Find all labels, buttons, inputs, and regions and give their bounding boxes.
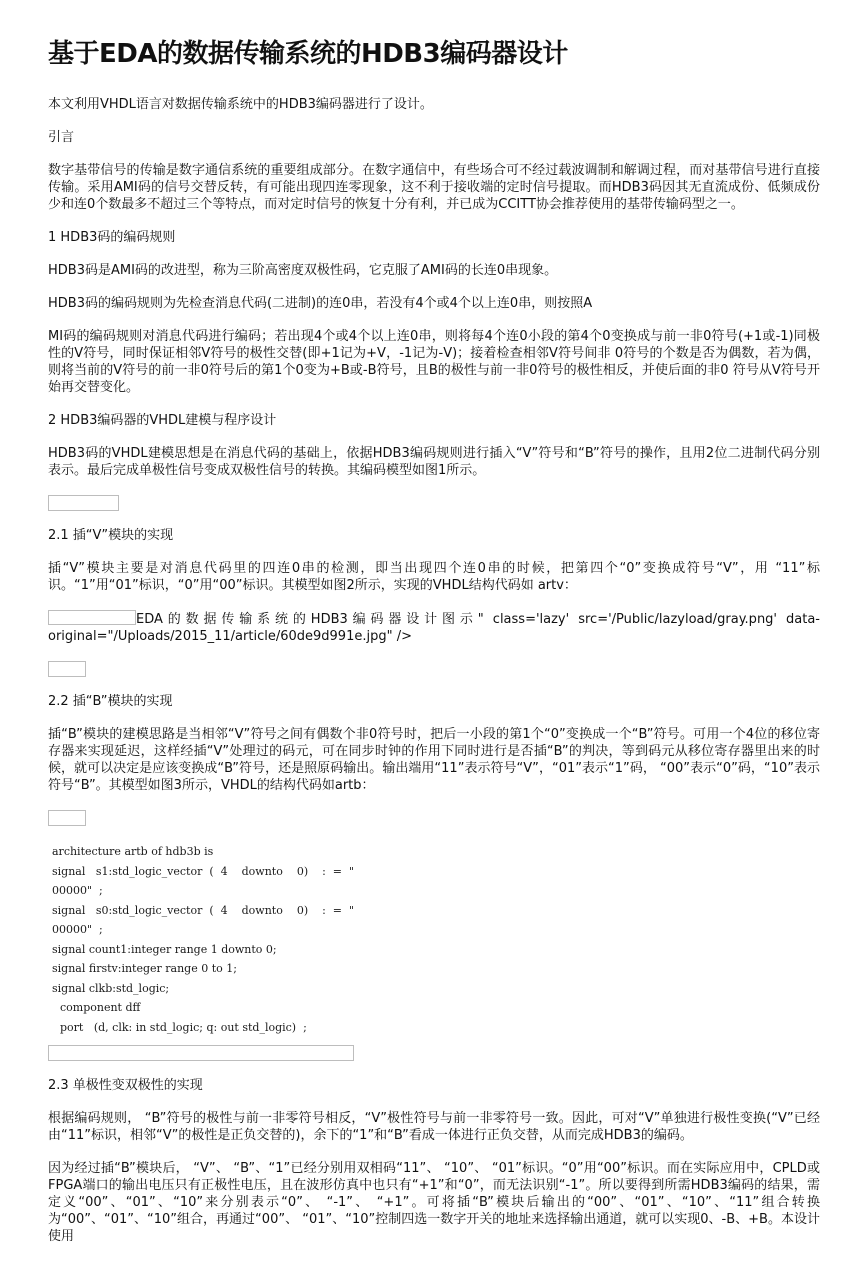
figure-3-image-placeholder: [48, 810, 86, 826]
figure-2-image-placeholder: [48, 610, 136, 625]
code-line: component dff: [60, 1001, 141, 1014]
section-2-1-paragraph: 插“V”模块主要是对消息代码里的四连0串的检测，即当出现四个连0串的时候，把第四个“0”变换成符号“V”，用 “11”标识。“1”用“01”标识，“0”用“00”标识。其模型如图2所示，实现的VHDL结构代码如 artv：: [48, 561, 820, 593]
code-line: signal clkb:std_logic;: [52, 981, 170, 995]
section-2-3-paragraph-a: 根据编码规则， “B”符号的极性与前一非零符号相反，“V”极性符号与前一非零符号一致。因此，可对“V”单独进行极性变换(“V”已经由“11”标识，相邻“V”的极性是正负交替的)，余下的“1”和“B”看成一体进行正负交替，从而完成HDB3的编码。: [48, 1111, 820, 1143]
code-line: 00000" ;: [52, 884, 103, 897]
vhdl-code-block: [48, 842, 820, 1037]
section-1-paragraph-a: HDB3码是AMI码的改进型，称为三阶高密度双极性码，它克服了AMI码的长连0串现象。: [48, 263, 558, 278]
heading-section-2-1: 2.1 插“V”模块的实现: [48, 528, 174, 543]
intro-paragraph: 本文利用VHDL语言对数据传输系统中的HDB3编码器进行了设计。: [48, 97, 433, 112]
figure-2b-image-placeholder: [48, 661, 86, 677]
heading-section-1: 1 HDB3码的编码规则: [48, 230, 176, 245]
intro-body-paragraph: 数字基带信号的传输是数字通信系统的重要组成部分。在数字通信中，有些场合可不经过载波调制和解调过程，而对基带信号进行直接传输。采用AMI码的信号交替反转，有可能出现四连零现象，这不利于接收端的定时信号提取。而HDB3码因其无直流成份、低频成份少和连0个数最多不超过三个等特点，而对定时信号的恢复十分有利，并已成为CCITT协会推荐使用的基带传输码型之一。: [48, 163, 820, 212]
code-line: 00000" ;: [52, 923, 103, 936]
article: [48, 34, 820, 1261]
article-title: 基于EDA的数据传输系统的HDB3编码器设计: [48, 39, 568, 69]
code-line: port (d, clk: in std_logic; q: out std_logic) ;: [60, 1020, 307, 1034]
heading-section-2: 2 HDB3编码器的VHDL建模与程序设计: [48, 413, 277, 428]
broken-image-paragraph: [48, 610, 820, 645]
broken-image-alt-text: EDA的数据传输系统的HDB3编码器设计图示" class='lazy' src='/Public/lazyload/gray.png' data-original="/Uploads/2015_11/article/60de9d991e.jpg" />: [48, 612, 820, 644]
code-line: signal s1:std_logic_vector ( 4 downto 0) : = ": [52, 864, 355, 878]
heading-section-2-3: 2.3 单极性变双极性的实现: [48, 1078, 203, 1093]
code-line: signal s0:std_logic_vector ( 4 downto 0) : = ": [52, 903, 355, 917]
code-line: signal count1:integer range 1 downto 0;: [52, 942, 277, 956]
figure-4-image-placeholder: [48, 1045, 354, 1061]
heading-section-2-2: 2.2 插“B”模块的实现: [48, 694, 173, 709]
section-2-paragraph: HDB3码的VHDL建模思想是在消息代码的基础上，依据HDB3编码规则进行插入“V”符号和“B”符号的操作，且用2位二进制代码分别表示。最后完成单极性信号变成双极性信号的转换。其编码模型如图1所示。: [48, 446, 820, 478]
section-1-paragraph-c: MI码的编码规则对消息代码进行编码；若出现4个或4个以上连0串，则将每4个连0小段的第4个0变换成与前一非0符号(+1或-1)同极性的V符号，同时保证相邻V符号的极性交替(即+1记为+V，-1记为-V)；接着检查相邻V符号间非 0符号的个数是否为偶数，若为偶，则将当前的V符号的前一非0符号后的第1个0变为+B或-B符号，且B的极性与前一非0符号的极性相反，并使后面的非0 符号从V符号开始再交替变化。: [48, 329, 820, 395]
figure-1-image-placeholder: [48, 495, 119, 511]
section-1-paragraph-b: HDB3码的编码规则为先检查消息代码(二进制)的连0串，若没有4个或4个以上连0串，则按照A: [48, 296, 593, 311]
section-2-3-paragraph-b: 因为经过插“B”模块后， “V”、 “B”、“1”已经分别用双相码“11”、 “10”、 “01”标识。“0”用“00”标识。而在实际应用中，CPLD或FPGA端口的输出电压只有正极性电压，且在波形仿真中也只有“+1”和“0”，而无法识别“-1”。所以要得到所需HDB3编码的结果，需定义“00”、“01”、“10”来分别表示“0”、 “-1”、 “+1”。可将插“B”模块后输出的“00”、“01”、“10”、“11”组合转换为“00”、“01”、“10”组合，再通过“00”、 “01”、“10”控制四选一数字开关的地址来选择输出通道，就可以实现0、-B、+B。本设计使用: [48, 1161, 820, 1244]
code-line: signal firstv:integer range 0 to 1;: [52, 962, 237, 975]
section-2-2-paragraph: 插“B”模块的建模思路是当相邻“V”符号之间有偶数个非0符号时，把后一小段的第1个“0”变换成一个“B”符号。可用一个4位的移位寄存器来实现延迟，这样经插“V”处理过的码元，可在同步时钟的作用下同时进行是否插“B”的判决，等到码元从移位寄存器里出来的时候，就可以决定是应该变换成“B”符号，还是照原码输出。输出端用“11”表示符号“V”，“01”表示“1”码， “00”表示“0”码，“10”表示符号“B”。其模型如图3所示，VHDL的结构代码如artb：: [48, 727, 820, 793]
code-line: architecture artb of hdb3b is: [52, 845, 214, 858]
heading-intro: 引言: [48, 130, 75, 145]
